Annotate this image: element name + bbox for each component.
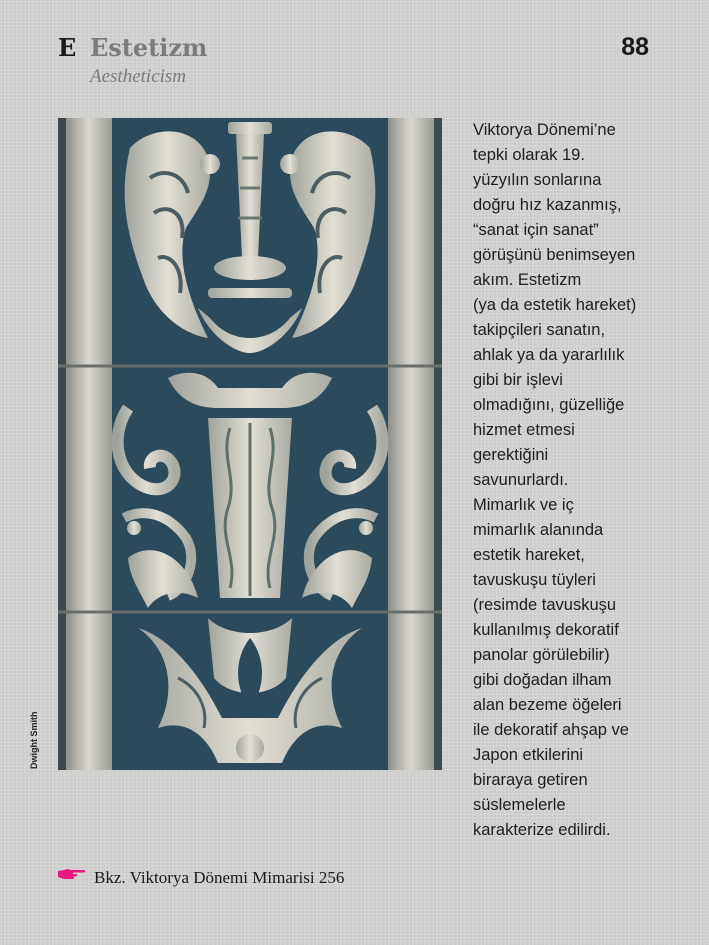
section-letter: E <box>58 33 77 62</box>
pointing-hand-icon <box>58 867 86 881</box>
cross-reference-text[interactable]: Bkz. Viktorya Dönemi Mimarisi 256 <box>94 868 345 887</box>
page-number: 88 <box>621 33 649 61</box>
page-subtitle: Aestheticism <box>90 66 187 87</box>
photo-credit: Dwight Smith <box>29 711 39 769</box>
cross-reference <box>58 868 344 888</box>
peacock-tile-photo <box>58 118 442 770</box>
body-text: Viktorya Dönemi’ne tepki olarak 19. yüzyılın sonlarına doğru hız kazanmış, “sanat için sanat” görüşünü benimseyen akım. Estetizm (ya da estetik hareket) takipçileri sanatın, ahlak ya da yararlılık gibi bir işlevi olmadığını, güzelliğe hizmet etmesi gerektiğini savunurlardı. Mimarlık ve iç mimarlık alanında estetik hareket, tavuskuşu tüyleri (resimde tavuskuşu kullanılmış dekoratif panolar görülebilir) gibi doğadan ilham alan bezeme öğeleri ile dekoratif ahşap ve Japon etkilerini biraraya getiren süslemelerle karakterize edilirdi. <box>473 121 637 839</box>
page-title: Estetizm <box>90 33 208 62</box>
